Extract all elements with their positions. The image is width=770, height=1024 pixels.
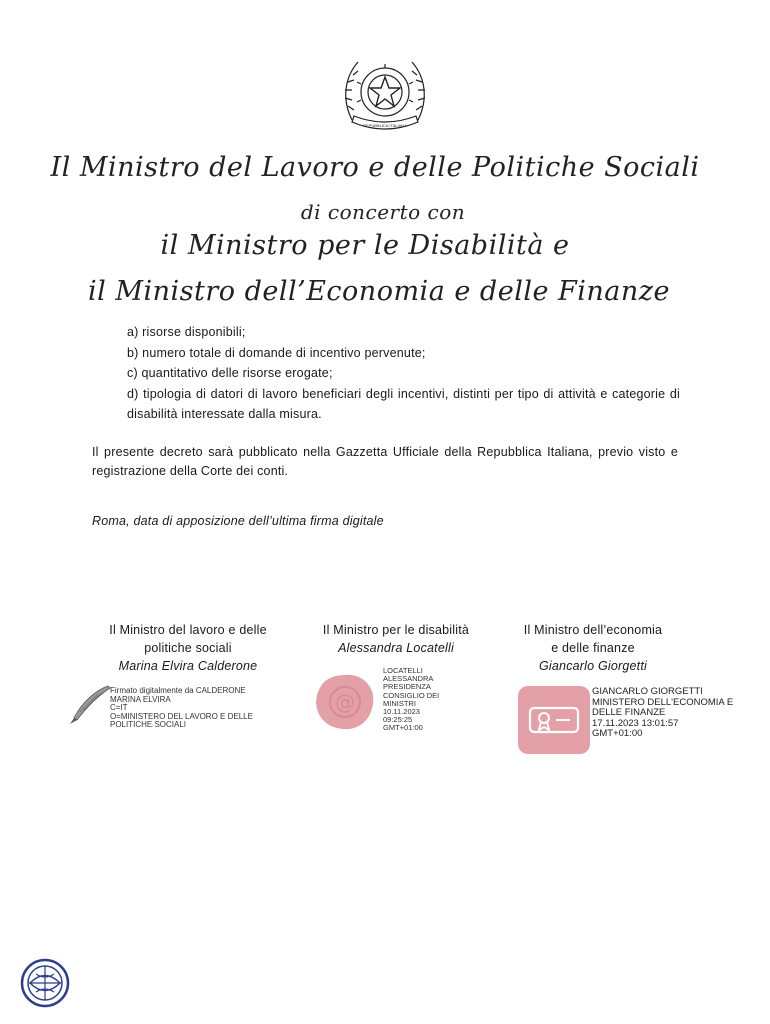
signatory-title: Il Ministro per le disabilità <box>322 623 470 637</box>
quill-pen-icon <box>68 684 112 731</box>
header-title-line4: il Ministro dell’Economia e delle Finanze <box>88 276 670 307</box>
signatory-economy-minister <box>506 621 680 675</box>
stamp-line: GMT+01:00 <box>592 728 643 739</box>
stamp-line: 09:25:25 <box>383 715 413 725</box>
certificate-icon <box>518 686 590 759</box>
stamp-line: MARINA ELVIRA <box>110 694 171 704</box>
stamp-line: Firmato digitalmente da CALDERONE <box>110 686 246 695</box>
italian-republic-emblem-icon <box>340 50 430 138</box>
stamp-line: MINISTERO DELL'ECONOMIA E <box>592 696 734 708</box>
signatory-title: Il Ministro del lavoro e delle <box>109 623 267 637</box>
stamp-line: LOCATELLI <box>383 666 423 675</box>
header-title-line3: il Ministro per le Disabilità e <box>160 230 570 261</box>
signatory-disability-minister <box>306 621 486 657</box>
signatory-name: Marina Elvira Calderone <box>118 659 258 673</box>
signatory-title: Il Ministro dell’economia <box>523 623 663 637</box>
signatory-name: Alessandra Locatelli <box>338 641 454 655</box>
header-title-line1: Il Ministro del Lavoro e delle Politiche Sociali <box>50 152 700 183</box>
svg-text:@: @ <box>335 690 355 714</box>
signatory-labor-minister <box>92 621 284 675</box>
stamp-line: CONSIGLIO DEI <box>383 690 440 700</box>
stamp-line: GMT+01:00 <box>383 723 423 733</box>
stamp-line: C=IT <box>110 703 128 712</box>
stamp-line: POLITICHE SOCIALI <box>110 720 187 729</box>
list-item: a) risorse disponibili; <box>127 325 246 339</box>
svg-text:REPUBBLICA ITALIANA: REPUBBLICA ITALIANA <box>363 123 407 128</box>
report-items-list <box>127 322 680 425</box>
stamp-line: DELLE FINANZE <box>592 707 666 718</box>
stamp-line: 10.11.2023 <box>383 707 420 717</box>
list-item: b) numero totale di domande di incentivo pervenute; <box>127 345 426 360</box>
wax-seal-icon <box>313 671 377 738</box>
header-title-line2: di concerto con <box>300 200 466 224</box>
date-line: Roma, data di apposizione dell’ultima firma digitale <box>92 514 384 528</box>
signature-stamp-locatelli <box>383 667 453 733</box>
stamp-line: MINISTRI <box>383 698 416 708</box>
stamp-line: PRESIDENZA <box>383 682 431 692</box>
signatory-name: Giancarlo Giorgetti <box>538 659 647 673</box>
signatory-title: e delle finanze <box>551 641 635 655</box>
globe-seal-icon <box>20 958 70 1013</box>
stamp-line: ALESSANDRA <box>383 674 434 684</box>
stamp-line: O=MINISTERO DEL LAVORO E DELLE <box>110 711 253 721</box>
signatory-title: politiche sociali <box>144 641 232 655</box>
signature-stamp-giorgetti <box>592 687 752 740</box>
list-item: d) tipologia di datori di lavoro beneficiari degli incentivi, distinti per tipo di attività e categorie di disabilità interessate dalla misura. <box>127 386 680 422</box>
publication-paragraph: Il presente decreto sarà pubblicato nella Gazzetta Ufficiale della Repubblica Italiana, previo visto e registrazione della Corte dei conti. <box>92 445 678 478</box>
list-item: c) quantitativo delle risorse erogate; <box>127 366 333 381</box>
stamp-line: GIANCARLO GIORGETTI <box>592 686 703 697</box>
stamp-line: 17.11.2023 13:01:57 <box>592 717 679 729</box>
signature-stamp-calderone <box>110 687 270 730</box>
